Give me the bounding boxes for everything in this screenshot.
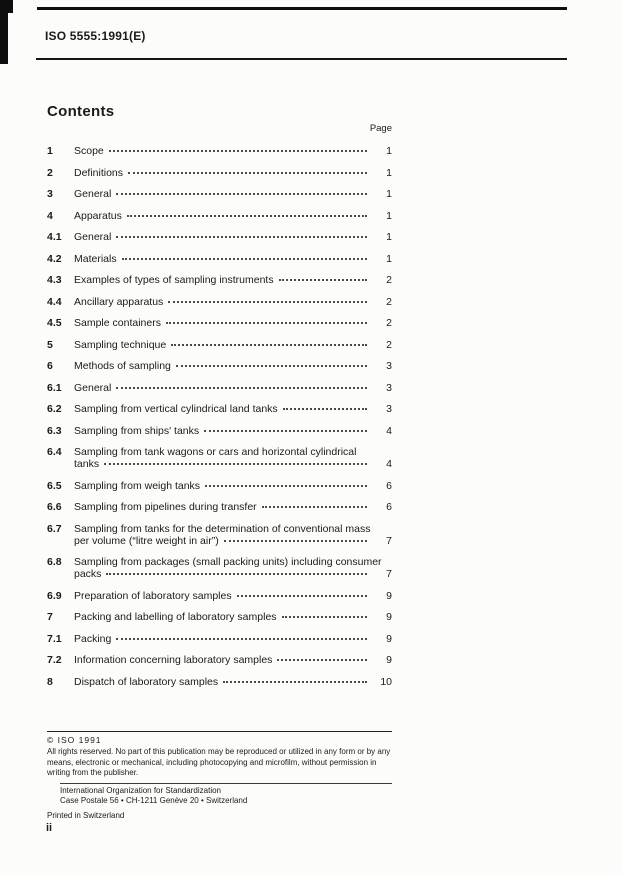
publisher-address: Case Postale 56 • CH-1211 Genève 20 • Switzerland [60, 796, 248, 806]
scan-artifact-left-bar [0, 0, 8, 64]
toc-entry-title: Sampling from tank wagons or cars and horizontal cylindrical [74, 446, 357, 458]
toc-entry-page: 3 [386, 381, 392, 394]
toc-entry-6 [47, 360, 392, 372]
copyright-line: © ISO 1991 [47, 735, 102, 745]
dot-leader [122, 258, 367, 260]
toc-entry-4 [47, 210, 392, 222]
toc-entry-line1 [47, 676, 392, 688]
toc-entry-number: 6.1 [47, 381, 62, 394]
toc-entry-page: 1 [386, 166, 392, 179]
toc-entry-title: Information concerning laboratory samples [74, 654, 273, 666]
toc-entry-line1 [47, 480, 392, 492]
dot-leader [116, 193, 367, 195]
toc-entry-title: Sampling technique [74, 338, 167, 351]
dot-leader [237, 595, 367, 597]
dot-leader [104, 463, 367, 465]
dot-leader [282, 616, 367, 618]
publisher-name: International Organization for Standardization [60, 785, 221, 795]
toc-entry-line2 [47, 568, 392, 580]
toc-entry-page: 6 [386, 501, 392, 513]
toc-entry-title: Sampling from vertical cylindrical land tanks [74, 403, 278, 415]
toc-entry-number: 6.2 [47, 403, 62, 415]
toc-entry-title: Packing and labelling of laboratory samples [74, 611, 277, 623]
toc-entry-8 [47, 676, 392, 688]
toc-entry-page: 2 [386, 274, 392, 286]
toc-entry-6.1 [47, 382, 392, 394]
toc-entry-line1 [47, 556, 392, 568]
publisher-block [60, 783, 392, 808]
toc-entry-title: Sampling from tanks for the determination of conventional mass [74, 522, 371, 535]
toc-entry-4.4 [47, 296, 392, 308]
page-number: ii [46, 822, 53, 834]
dot-leader [223, 681, 367, 683]
toc-entry-number: 7.1 [47, 632, 62, 645]
toc-entry-4.2 [47, 253, 392, 265]
toc-entry-title: Ancillary apparatus [74, 295, 164, 308]
dot-leader [277, 659, 367, 661]
toc-entry-title: Sampling from pipelines during transfer [74, 501, 257, 513]
toc-entry-5 [47, 339, 392, 351]
dot-leader [128, 172, 367, 174]
dot-leader [205, 485, 367, 487]
toc-entry-title: Packing [74, 632, 112, 645]
toc-entry-6.7 [47, 523, 392, 547]
toc-entry-page: 4 [386, 424, 392, 437]
toc-entry-number: 4.3 [47, 274, 62, 286]
toc-entry-title: Materials [74, 252, 117, 265]
toc-entry-number: 4 [47, 209, 53, 222]
toc-entry-number: 8 [47, 675, 53, 688]
toc-entry-number: 6.3 [47, 424, 62, 437]
toc-entry-title: General [74, 231, 112, 243]
toc-entry-title: Apparatus [74, 209, 122, 222]
dot-leader [166, 322, 367, 324]
toc-entry-2 [47, 167, 392, 179]
toc-entry-title: Sampling from weigh tanks [74, 479, 201, 492]
header-divider [36, 58, 567, 60]
toc-entry-number: 3 [47, 188, 53, 200]
toc-entry-line1 [47, 425, 392, 437]
table-of-contents [47, 103, 392, 697]
toc-entry-title: Examples of types of sampling instruments [74, 274, 274, 286]
toc-entry-page: 1 [386, 231, 392, 243]
toc-entry-number: 6.7 [47, 522, 62, 535]
toc-entry-number: 4.4 [47, 295, 62, 308]
toc-entry-title: Methods of sampling [74, 360, 171, 372]
toc-entry-6.3 [47, 425, 392, 437]
toc-entry-6.9 [47, 590, 392, 602]
scan-artifact-top-bar [37, 7, 567, 10]
toc-entry-number: 6.6 [47, 501, 62, 513]
toc-entry-line1 [47, 590, 392, 602]
toc-entry-line1 [47, 188, 392, 200]
toc-entry-title: Preparation of laboratory samples [74, 589, 232, 602]
toc-entry-page: 10 [380, 675, 392, 688]
toc-entry-6.6 [47, 501, 392, 513]
toc-entry-4.5 [47, 317, 392, 329]
toc-entry-4.3 [47, 274, 392, 286]
toc-entry-page: 9 [386, 611, 392, 623]
toc-entry-number: 4.5 [47, 317, 62, 329]
toc-entry-3 [47, 188, 392, 200]
toc-entry-line1 [47, 231, 392, 243]
dot-leader [283, 408, 367, 410]
toc-entry-page: 1 [386, 145, 392, 157]
document-code: ISO 5555:1991(E) [45, 29, 146, 43]
toc-entry-title: Sample containers [74, 317, 161, 329]
toc-entry-6.8 [47, 556, 392, 580]
toc-entry-number: 4.2 [47, 252, 62, 265]
toc-entry-line2 [47, 535, 392, 547]
toc-entry-line1 [47, 611, 392, 623]
toc-entry-page: 1 [386, 209, 392, 222]
dot-leader [168, 301, 367, 303]
toc-entry-line1 [47, 145, 392, 157]
toc-entry-title: per volume (“litre weight in air”) [74, 534, 219, 547]
toc-entry-line1 [47, 446, 392, 458]
toc-entry-page: 9 [386, 589, 392, 602]
toc-entry-page: 6 [386, 479, 392, 492]
toc-entry-line1 [47, 339, 392, 351]
toc-entry-page: 2 [386, 317, 392, 329]
toc-entry-line1 [47, 633, 392, 645]
toc-entry-number: 6.5 [47, 479, 62, 492]
toc-entry-number: 7 [47, 611, 53, 623]
toc-entry-line1 [47, 167, 392, 179]
toc-list [47, 145, 392, 688]
toc-entry-page: 7 [386, 568, 392, 580]
dot-leader [116, 638, 367, 640]
toc-entry-page: 1 [386, 188, 392, 200]
toc-entry-number: 7.2 [47, 654, 62, 666]
toc-entry-line1 [47, 523, 392, 535]
printed-note: Printed in Switzerland [47, 811, 125, 821]
toc-entry-title: Sampling from packages (small packing units) including consumer [74, 556, 382, 568]
toc-entry-7.2 [47, 654, 392, 666]
dot-leader [106, 573, 367, 575]
toc-entry-number: 1 [47, 145, 53, 157]
toc-entry-title: General [74, 188, 112, 200]
toc-entry-number: 5 [47, 338, 53, 351]
toc-entry-line1 [47, 654, 392, 666]
toc-entry-title: Definitions [74, 166, 124, 179]
dot-leader [171, 344, 367, 346]
dot-leader [224, 540, 367, 542]
toc-entry-page: 2 [386, 338, 392, 351]
dot-leader [127, 215, 367, 217]
dot-leader [116, 387, 367, 389]
contents-heading: Contents [47, 103, 115, 120]
toc-entry-number: 6 [47, 360, 53, 372]
toc-entry-number: 4.1 [47, 231, 62, 243]
toc-entry-page: 2 [386, 295, 392, 308]
toc-entry-title: packs [74, 568, 102, 580]
dot-leader [109, 150, 367, 152]
footer-block [47, 731, 392, 820]
toc-entry-number: 2 [47, 166, 53, 179]
toc-entry-page: 9 [386, 632, 392, 645]
toc-entry-6.4 [47, 446, 392, 470]
toc-entry-line1 [47, 210, 392, 222]
toc-entry-6.2 [47, 403, 392, 415]
toc-entry-line1 [47, 253, 392, 265]
toc-entry-title: tanks [74, 458, 100, 470]
toc-entry-line2 [47, 458, 392, 470]
toc-entry-line1 [47, 296, 392, 308]
toc-entry-line1 [47, 382, 392, 394]
toc-entry-1 [47, 145, 392, 157]
toc-entry-number: 6.4 [47, 446, 62, 458]
toc-entry-7 [47, 611, 392, 623]
toc-entry-title: Scope [74, 145, 104, 157]
toc-entry-line1 [47, 501, 392, 513]
footer-divider [47, 731, 392, 732]
dot-leader [116, 236, 367, 238]
toc-entry-7.1 [47, 633, 392, 645]
toc-entry-line1 [47, 317, 392, 329]
toc-entry-page: 9 [386, 654, 392, 666]
dot-leader [262, 506, 367, 508]
toc-entry-line1 [47, 403, 392, 415]
dot-leader [204, 430, 367, 432]
page-column-label: Page [369, 123, 392, 134]
toc-entry-number: 6.8 [47, 556, 62, 568]
toc-entry-4.1 [47, 231, 392, 243]
toc-entry-page: 4 [386, 458, 392, 470]
toc-entry-6.5 [47, 480, 392, 492]
dot-leader [176, 365, 367, 367]
toc-entry-page: 3 [386, 403, 392, 415]
toc-entry-line1 [47, 360, 392, 372]
dot-leader [279, 279, 367, 281]
toc-entry-title: General [74, 381, 112, 394]
toc-entry-title: Dispatch of laboratory samples [74, 675, 219, 688]
toc-entry-page: 3 [386, 360, 392, 372]
toc-entry-title: Sampling from ships' tanks [74, 424, 200, 437]
toc-entry-page: 7 [386, 534, 392, 547]
rights-text: All rights reserved. No part of this publication may be reproduced or utilized in any form or by any means, electronic or mechanical, including photocopying and microfilm, without permission in writing from the publisher. [47, 747, 391, 778]
toc-entry-line1 [47, 274, 392, 286]
toc-entry-page: 1 [386, 252, 392, 265]
toc-entry-number: 6.9 [47, 589, 62, 602]
